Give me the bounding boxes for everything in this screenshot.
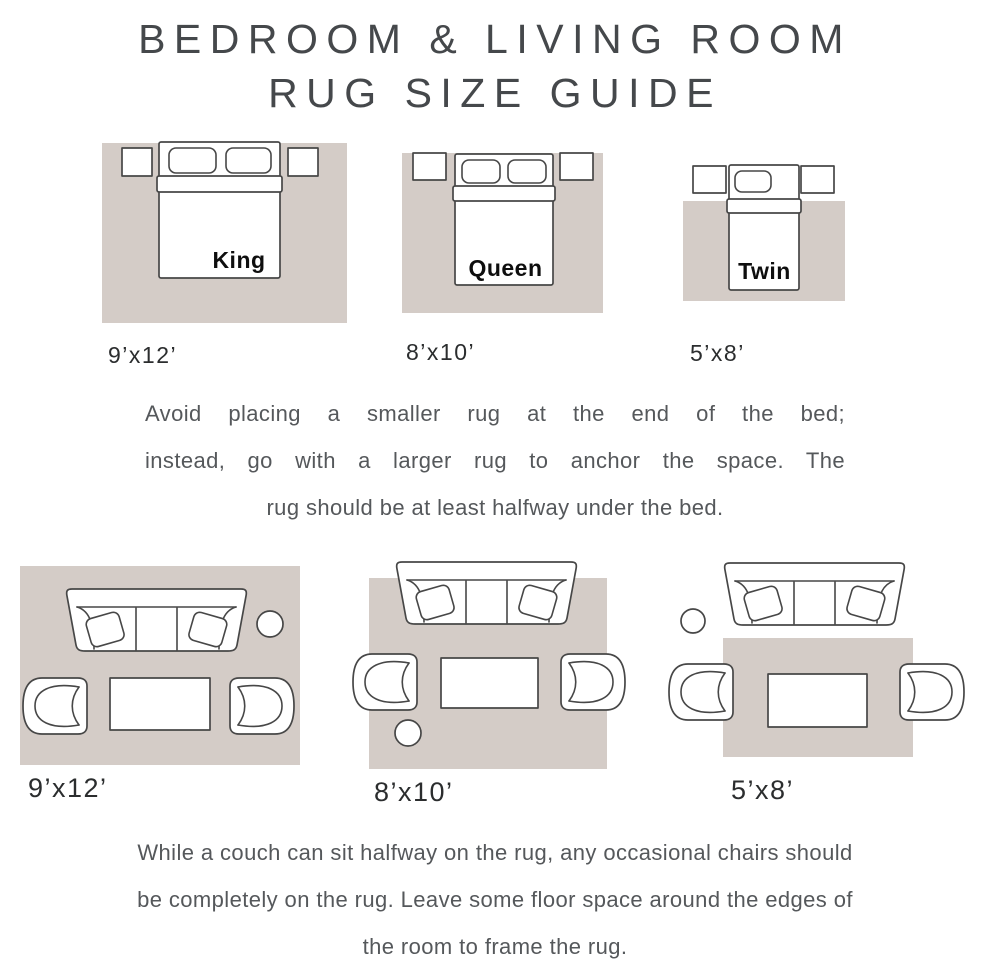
living-rug-size-5x8: 5’x8’	[731, 775, 795, 805]
coffee-table	[768, 674, 867, 727]
living-note-line1: While a couch can sit halfway on the rug, any occasional chairs should	[137, 840, 853, 865]
bedroom-diagram-king	[95, 138, 355, 333]
living-note	[63, 829, 927, 962]
sofa	[725, 563, 905, 625]
armchair-left	[669, 664, 733, 720]
armchair-right	[230, 678, 294, 734]
round-side-table	[681, 609, 705, 633]
bedroom-diagram-queen	[390, 145, 620, 320]
armchair-left	[353, 654, 417, 710]
nightstand-left	[693, 166, 726, 193]
living-rug-size-9x12: 9’x12’	[28, 773, 108, 803]
bed-label-king: King	[212, 247, 266, 273]
nightstand-right	[560, 153, 593, 180]
round-side-table	[257, 611, 283, 637]
sofa	[397, 562, 577, 624]
living-note-line2: be completely on the rug. Leave some floor space around the edges of	[137, 887, 853, 912]
bedroom-rug-size-5x8: 5’x8’	[690, 340, 745, 366]
bedroom-note-line3: rug should be at least halfway under the bed.	[266, 495, 724, 520]
living-diagram-8x10	[340, 550, 640, 785]
round-side-table	[395, 720, 421, 746]
nightstand-right	[801, 166, 834, 193]
nightstand-right	[288, 148, 318, 176]
page-title-line1: BEDROOM & LIVING ROOM	[138, 16, 852, 62]
living-note-line3: the room to frame the rug.	[362, 934, 628, 959]
page-title	[0, 12, 990, 120]
armchair-right	[561, 654, 625, 710]
bed-label-queen: Queen	[468, 255, 543, 281]
nightstand-left	[122, 148, 152, 176]
living-diagram-9x12	[10, 555, 320, 780]
bedroom-rug-size-8x10: 8’x10’	[406, 339, 476, 365]
coffee-table	[441, 658, 538, 708]
living-diagram-5x8	[650, 550, 980, 765]
sofa	[67, 589, 247, 651]
bedroom-note-line1: Avoid placing a smaller rug at the end of the bed;	[145, 401, 845, 426]
nightstand-left	[413, 153, 446, 180]
page-title-line2: RUG SIZE GUIDE	[268, 70, 722, 116]
bed-label-twin: Twin	[738, 258, 791, 284]
armchair-left	[23, 678, 87, 734]
coffee-table	[110, 678, 210, 730]
bedroom-rug-size-9x12: 9’x12’	[108, 342, 178, 368]
living-rug-size-8x10: 8’x10’	[374, 777, 454, 807]
bedroom-note-line2: instead, go with a larger rug to anchor the space. The	[145, 448, 845, 473]
armchair-right	[900, 664, 964, 720]
bedroom-note	[145, 390, 845, 531]
